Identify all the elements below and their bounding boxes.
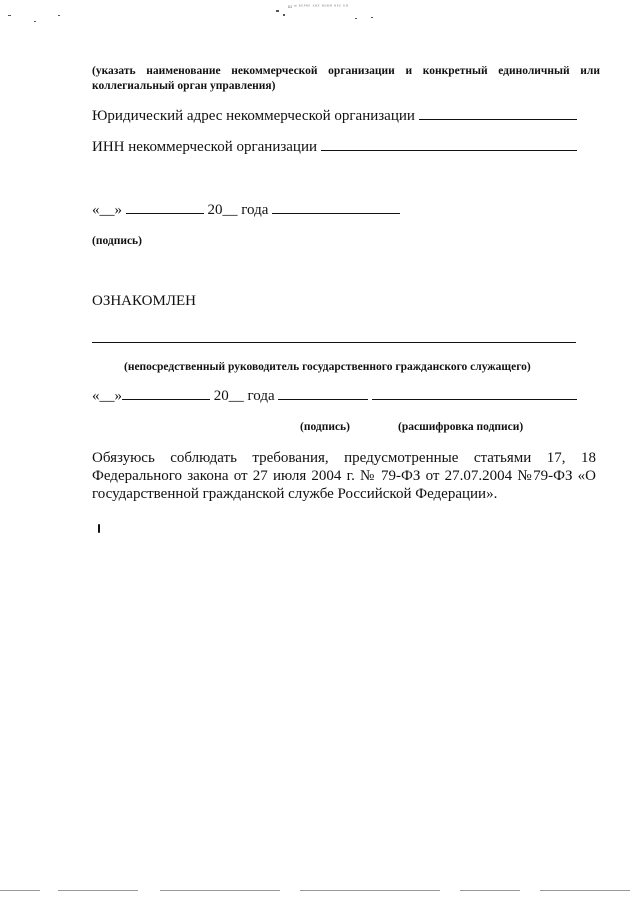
- date-row-2: [92, 388, 577, 405]
- year-word: года: [241, 202, 269, 218]
- pen-mark: [98, 524, 100, 533]
- scan-edge-line: [460, 890, 520, 891]
- org-instruction: (указать наименование некоммерческой организации и конкретный единоличный или коллегиальный орган управления): [92, 65, 600, 92]
- legal-address-field[interactable]: [419, 118, 577, 120]
- signature-caption: (подпись): [300, 421, 350, 433]
- date-row-1: [92, 202, 400, 219]
- scan-speck: [34, 21, 36, 22]
- year-word: года: [247, 388, 275, 404]
- day-field[interactable]: «__»: [92, 202, 122, 218]
- scan-edge-line: [540, 890, 630, 891]
- scan-speck: [355, 18, 357, 19]
- scan-speck: [8, 15, 11, 16]
- manager-line[interactable]: [92, 342, 576, 343]
- inn-field[interactable]: [321, 149, 577, 151]
- year-field[interactable]: 20__: [207, 202, 238, 218]
- obligation-paragraph: Обязуюсь соблюдать требования, предусмотренные статьями 17, 18 Федерального закона от 27 июля 2004 г. № 79-ФЗ от 27.07.2004 №79-ФЗ «О государственной гражданской службе Российской Федерации».: [92, 450, 596, 502]
- manager-caption: (непосредственный руководитель государственного гражданского служащего): [124, 361, 531, 373]
- year-field[interactable]: 20__: [213, 388, 244, 404]
- signature-field[interactable]: [278, 398, 368, 400]
- day-field[interactable]: «__»: [92, 388, 122, 404]
- inn-row: [92, 139, 602, 156]
- scan-speck: [283, 14, 285, 16]
- scan-speck: [58, 15, 60, 16]
- inn-label: ИНН некоммерческой организации: [92, 139, 318, 155]
- month-field[interactable]: [126, 212, 204, 214]
- month-field[interactable]: [122, 398, 210, 400]
- acquainted-heading: ОЗНАКОМЛЕН: [92, 293, 196, 309]
- signature-field[interactable]: [272, 212, 400, 214]
- legal-address-row: [92, 108, 602, 125]
- scan-speck: [276, 10, 279, 12]
- scan-edge-line: [58, 890, 138, 891]
- scan-edge-line: [300, 890, 440, 891]
- signature-decoding-caption: (расшифровка подписи): [398, 421, 524, 433]
- scan-edge-line: [0, 890, 40, 891]
- scan-speck: [371, 17, 373, 18]
- signature-caption: (подпись): [92, 235, 142, 247]
- scan-edge-line: [160, 890, 280, 891]
- legal-address-label: Юридический адрес некоммерческой организации: [92, 108, 415, 124]
- signature-decoding-field[interactable]: [372, 398, 577, 400]
- scan-header-mark: ш ᵐ ᴿᴱᴾᴿᴱ ᴬᴿᴱ ᴮᴼᴹᴮ ᴿᴾᴳ ᴷᴮ: [288, 5, 349, 10]
